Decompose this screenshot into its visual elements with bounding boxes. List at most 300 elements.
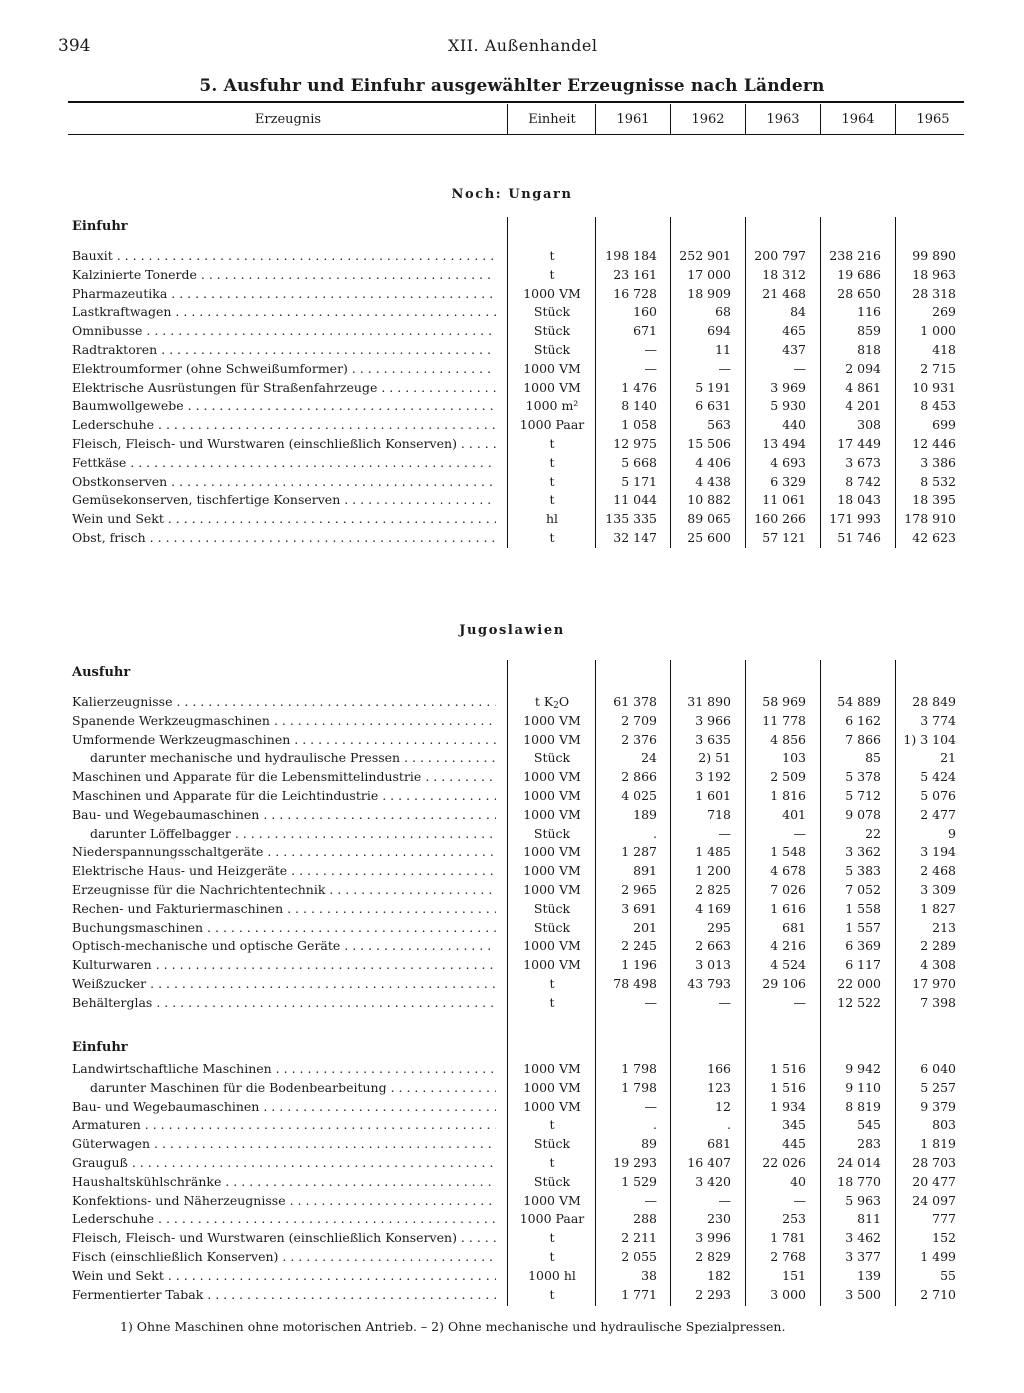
value-cell: 1 827: [920, 900, 956, 916]
value-cell: 445: [782, 1136, 806, 1152]
unit-cell: 1000 VM: [523, 844, 581, 860]
value-cell: 4 438: [695, 473, 731, 489]
unit-cell: t: [549, 1117, 555, 1133]
product-name: Maschinen und Apparate für die Leichtindustrie . . .: [72, 786, 496, 805]
value-cell: 1 058: [621, 417, 657, 433]
value-cell: 8 532: [920, 473, 956, 489]
value-cell: 103: [782, 750, 806, 766]
unit-cell: t: [549, 530, 555, 545]
value-cell: 3 691: [621, 900, 657, 916]
value-cell: 681: [707, 1136, 731, 1152]
product-name: Wein und Sekt . . .: [72, 1266, 496, 1285]
value-cell: 18 963: [912, 266, 956, 282]
chapter-title: XII. Außenhandel: [448, 36, 598, 55]
value-cell: 160 266: [754, 511, 806, 527]
product-name: Wein und Sekt . . .: [72, 509, 496, 528]
value-cell: 4 678: [770, 863, 806, 879]
value-cell: 24 014: [837, 1155, 881, 1170]
value-cell: 269: [932, 304, 956, 320]
value-cell: 437: [782, 342, 806, 357]
value-cell: 29 106: [762, 976, 806, 991]
unit-cell: 1000 VM: [523, 731, 581, 747]
value-cell: 24: [641, 750, 657, 766]
value-cell: 2 293: [695, 1286, 731, 1302]
column-header-year-5: 1965: [916, 112, 950, 127]
value-cell: —: [793, 360, 806, 376]
table-row: [0, 730, 1024, 749]
value-cell: 2 866: [621, 769, 657, 785]
product-name: Lastkraftwagen . . .: [72, 302, 496, 321]
value-cell: 201: [633, 919, 657, 935]
value-cell: 18 909: [687, 285, 731, 301]
value-cell: 8 819: [845, 1098, 881, 1114]
unit-cell: 1000 Paar: [519, 417, 585, 433]
value-cell: 5 076: [920, 788, 956, 803]
column-header-year-1: 1961: [616, 112, 650, 127]
value-cell: 6 117: [845, 957, 881, 973]
product-name: Bauxit . . .: [72, 246, 496, 265]
product-name: Obst, frisch . . .: [72, 528, 496, 547]
value-cell: 19 293: [613, 1155, 657, 1170]
product-name: Fisch (einschließlich Konserven) . . .: [72, 1247, 496, 1266]
value-cell: 465: [782, 323, 806, 339]
value-cell: 22: [865, 825, 881, 841]
value-cell: 694: [707, 323, 731, 339]
unit-cell: 1000 VM: [523, 863, 581, 879]
value-cell: 12 446: [912, 436, 956, 451]
value-cell: 15 506: [687, 436, 731, 451]
section-title-jugoslawien: Jugoslawien: [459, 623, 565, 638]
value-cell: 16 407: [687, 1155, 731, 1170]
value-cell: 8 453: [920, 398, 956, 414]
unit-cell: t: [549, 1249, 555, 1264]
unit-cell: 1000 VM: [523, 1098, 581, 1114]
product-name: Erzeugnisse für die Nachrichtentechnik . . .: [72, 880, 496, 899]
value-cell: 51 746: [837, 530, 881, 545]
table-row: [0, 396, 1024, 415]
value-cell: 10 931: [912, 379, 956, 395]
value-cell: 1 557: [845, 919, 881, 935]
value-cell: 10 882: [687, 492, 731, 508]
value-cell: 31 890: [687, 694, 731, 709]
value-cell: 21 468: [762, 285, 806, 301]
value-cell: 57 121: [762, 530, 806, 545]
value-cell: 2 477: [920, 806, 956, 822]
unit-cell: 1000 VM: [523, 379, 581, 395]
value-cell: 19 686: [837, 266, 881, 282]
value-cell: 32 147: [613, 530, 657, 545]
table-row: [0, 453, 1024, 472]
unit-cell: t: [549, 492, 555, 508]
value-cell: 811: [857, 1211, 881, 1227]
value-cell: 135 335: [605, 511, 657, 527]
header-divider: [895, 104, 896, 135]
value-cell: 13 494: [762, 436, 806, 451]
value-cell: 4 856: [770, 731, 806, 747]
value-cell: 4 169: [695, 900, 731, 916]
unit-cell: Stück: [533, 825, 571, 841]
value-cell: 818: [857, 342, 881, 357]
product-name: Lederschuhe . . .: [72, 415, 496, 434]
value-cell: 4 406: [695, 454, 731, 470]
product-name: Armaturen . . .: [72, 1115, 496, 1134]
table-row: [0, 767, 1024, 786]
value-cell: 859: [857, 323, 881, 339]
value-cell: 1) 3 104: [903, 731, 956, 747]
value-cell: —: [644, 360, 657, 376]
product-name: darunter Löffelbagger . . .: [90, 824, 496, 843]
value-cell: 3 013: [695, 957, 731, 973]
value-cell: —: [644, 1098, 657, 1114]
value-cell: 4 308: [920, 957, 956, 973]
product-name: Buchungsmaschinen . . .: [72, 918, 496, 937]
unit-cell: t: [549, 248, 555, 263]
value-cell: 21: [940, 750, 956, 766]
unit-cell: 1000 m²: [525, 398, 579, 414]
table-row: [0, 918, 1024, 937]
value-cell: 3 377: [845, 1249, 881, 1264]
value-cell: 58 969: [762, 694, 806, 709]
table-row: [0, 1115, 1024, 1134]
table-row: [0, 1134, 1024, 1153]
value-cell: 2 768: [770, 1249, 806, 1264]
table-row: [0, 899, 1024, 918]
value-cell: 681: [782, 919, 806, 935]
unit-cell: t: [549, 1286, 555, 1302]
value-cell: 2 094: [845, 360, 881, 376]
unit-cell: t: [549, 266, 555, 282]
value-cell: 198 184: [605, 248, 657, 263]
unit-cell: 1000 VM: [523, 938, 581, 954]
value-cell: 1 601: [695, 788, 731, 803]
group-label-ungarn-einfuhr: Einfuhr: [72, 219, 128, 234]
value-cell: 11: [715, 342, 731, 357]
value-cell: 5 668: [621, 454, 657, 470]
value-cell: 1 798: [621, 1061, 657, 1076]
value-cell: 78 498: [613, 976, 657, 991]
value-cell: 16 728: [613, 285, 657, 301]
value-cell: 17 449: [837, 436, 881, 451]
value-cell: 253: [782, 1211, 806, 1227]
value-cell: 2 509: [770, 769, 806, 785]
value-cell: 6 329: [770, 473, 806, 489]
value-cell: 1 476: [621, 379, 657, 395]
table-row: [0, 824, 1024, 843]
table-row: [0, 434, 1024, 453]
unit-cell: 1000 VM: [523, 712, 581, 728]
value-cell: 3 966: [695, 712, 731, 728]
column-header-year-3: 1963: [766, 112, 800, 127]
value-cell: 4 861: [845, 379, 881, 395]
unit-cell: t: [549, 454, 555, 470]
unit-cell: 1000 hl: [528, 1267, 576, 1283]
table-row: [0, 1078, 1024, 1097]
table-row: [0, 711, 1024, 730]
value-cell: 5 712: [845, 788, 881, 803]
value-cell: 17 000: [687, 266, 731, 282]
product-name: Omnibusse . . .: [72, 321, 496, 340]
group-label-jugoslawien-ausfuhr: Ausfuhr: [72, 665, 131, 680]
unit-cell: t $K_2O$: [534, 694, 570, 711]
footnote: 1) Ohne Maschinen ohne motorischen Antrieb. – 2) Ohne mechanische und hydraulische Spezialpressen.: [120, 1319, 786, 1334]
unit-cell: t: [549, 436, 555, 451]
value-cell: 9 942: [845, 1061, 881, 1076]
value-cell: —: [793, 994, 806, 1010]
value-cell: 5 930: [770, 398, 806, 414]
value-cell: 7 398: [920, 994, 956, 1010]
value-cell: 18 312: [762, 266, 806, 282]
value-cell: 12 522: [837, 994, 881, 1010]
value-cell: 178 910: [904, 511, 956, 527]
unit-cell: Stück: [533, 304, 571, 320]
product-name: Baumwollgewebe . . .: [72, 396, 496, 415]
value-cell: 401: [782, 806, 806, 822]
product-name: Pharmazeutika . . .: [72, 284, 496, 303]
table-row: [0, 993, 1024, 1012]
table-row: [0, 415, 1024, 434]
value-cell: 5 191: [695, 379, 731, 395]
product-name: Fettkäse . . .: [72, 453, 496, 472]
table-row: [0, 321, 1024, 340]
unit-cell: Stück: [533, 323, 571, 339]
value-cell: —: [793, 825, 806, 841]
value-cell: 24 097: [912, 1192, 956, 1208]
value-cell: —: [644, 1192, 657, 1208]
value-cell: 440: [782, 417, 806, 433]
value-cell: 7 052: [845, 882, 881, 897]
value-cell: 1 516: [770, 1061, 806, 1076]
table-row: [0, 1059, 1024, 1078]
value-cell: 2) 51: [698, 750, 731, 766]
value-cell: .: [653, 1117, 657, 1133]
value-cell: 3 420: [695, 1173, 731, 1189]
table-row: [0, 490, 1024, 509]
value-cell: 42 623: [912, 530, 956, 545]
value-cell: 2 468: [920, 863, 956, 879]
value-cell: 1 287: [621, 844, 657, 860]
value-cell: .: [727, 1117, 731, 1133]
product-name: Kulturwaren . . .: [72, 955, 496, 974]
value-cell: 22 000: [837, 976, 881, 991]
value-cell: —: [718, 360, 731, 376]
value-cell: 1 000: [920, 323, 956, 339]
product-name: Bau- und Wegebaumaschinen . . .: [72, 805, 496, 824]
table-title: 5. Ausfuhr und Einfuhr ausgewählter Erzeugnisse nach Ländern: [199, 76, 825, 96]
product-name: Obstkonserven . . .: [72, 472, 496, 491]
unit-cell: 1000 VM: [523, 788, 581, 803]
table-row: [0, 1209, 1024, 1228]
value-cell: 17 970: [912, 976, 956, 991]
value-cell: 2 663: [695, 938, 731, 954]
table-row: [0, 1097, 1024, 1116]
value-cell: 152: [932, 1230, 956, 1246]
value-cell: 12 975: [613, 436, 657, 451]
value-cell: 1 816: [770, 788, 806, 803]
header-divider: [820, 104, 821, 135]
value-cell: 283: [857, 1136, 881, 1152]
column-header-year-2: 1962: [691, 112, 725, 127]
value-cell: 2 715: [920, 360, 956, 376]
value-cell: 3 192: [695, 769, 731, 785]
value-cell: 803: [932, 1117, 956, 1133]
unit-cell: 1000 VM: [523, 360, 581, 376]
unit-cell: t: [549, 1230, 555, 1246]
value-cell: 230: [707, 1211, 731, 1227]
value-cell: 9: [948, 825, 956, 841]
value-cell: 2 709: [621, 712, 657, 728]
unit-cell: 1000 VM: [523, 769, 581, 785]
value-cell: 3 000: [770, 1286, 806, 1302]
value-cell: 308: [857, 417, 881, 433]
product-name: Elektrische Ausrüstungen für Straßenfahrzeuge . . .: [72, 378, 496, 397]
product-name: darunter mechanische und hydraulische Pressen . . .: [90, 748, 496, 767]
value-cell: 85: [865, 750, 881, 766]
value-cell: 2 710: [920, 1286, 956, 1302]
value-cell: 151: [782, 1267, 806, 1283]
unit-cell: 1000 VM: [523, 806, 581, 822]
unit-cell: 1000 VM: [523, 285, 581, 301]
table-row: [0, 509, 1024, 528]
product-name: Maschinen und Apparate für die Lebensmittelindustrie . . .: [72, 767, 496, 786]
unit-cell: 1000 VM: [523, 1061, 581, 1076]
column-header-year-4: 1964: [841, 112, 875, 127]
value-cell: 116: [857, 304, 881, 320]
value-cell: 2 055: [621, 1249, 657, 1264]
unit-cell: t: [549, 994, 555, 1010]
value-cell: 1 499: [920, 1249, 956, 1264]
value-cell: 18 770: [837, 1173, 881, 1189]
value-cell: 28 318: [912, 285, 956, 301]
value-cell: 3 673: [845, 454, 881, 470]
value-cell: 5 257: [920, 1079, 956, 1095]
value-cell: 2 829: [695, 1249, 731, 1264]
value-cell: 9 110: [845, 1079, 881, 1095]
value-cell: 563: [707, 417, 731, 433]
table-row: [0, 1228, 1024, 1247]
table-row: [0, 378, 1024, 397]
value-cell: 238 216: [829, 248, 881, 263]
unit-cell: hl: [545, 511, 559, 527]
product-name: Spanende Werkzeugmaschinen . . .: [72, 711, 496, 730]
value-cell: 1 558: [845, 900, 881, 916]
value-cell: 252 901: [679, 248, 731, 263]
value-cell: 1 781: [770, 1230, 806, 1246]
table-row: [0, 1285, 1024, 1304]
value-cell: 11 061: [762, 492, 806, 508]
product-name: Güterwagen . . .: [72, 1134, 496, 1153]
value-cell: 295: [707, 919, 731, 935]
header-divider: [595, 104, 596, 135]
table-row: [0, 955, 1024, 974]
value-cell: 1 548: [770, 844, 806, 860]
value-cell: 777: [932, 1211, 956, 1227]
header-divider: [507, 104, 508, 135]
value-cell: 2 376: [621, 731, 657, 747]
unit-cell: t: [549, 473, 555, 489]
header-top-rule: [68, 101, 964, 103]
header-bottom-rule: [68, 134, 964, 135]
product-name: Niederspannungsschaltgeräte . . .: [72, 842, 496, 861]
value-cell: 3 194: [920, 844, 956, 860]
value-cell: 99 890: [912, 248, 956, 263]
value-cell: 2 289: [920, 938, 956, 954]
table-row: [0, 528, 1024, 547]
product-name: Weißzucker . . .: [72, 974, 496, 993]
product-name: darunter Maschinen für die Bodenbearbeitung . . .: [90, 1078, 496, 1097]
value-cell: 3 309: [920, 882, 956, 897]
value-cell: —: [718, 994, 731, 1010]
product-name: Elektroumformer (ohne Schweißumformer) . . .: [72, 359, 496, 378]
value-cell: 28 703: [912, 1155, 956, 1170]
value-cell: 38: [641, 1267, 657, 1283]
table-row: [0, 340, 1024, 359]
value-cell: 3 386: [920, 454, 956, 470]
value-cell: 4 025: [621, 788, 657, 803]
value-cell: 40: [790, 1173, 806, 1189]
value-cell: 189: [633, 806, 657, 822]
value-cell: 545: [857, 1117, 881, 1133]
value-cell: 2 825: [695, 882, 731, 897]
table-row: [0, 861, 1024, 880]
value-cell: .: [653, 825, 657, 841]
product-name: Fleisch, Fleisch- und Wurstwaren (einschließlich Konserven) . . .: [72, 434, 496, 453]
unit-cell: Stück: [533, 919, 571, 935]
table-row: [0, 786, 1024, 805]
unit-cell: Stück: [533, 1136, 571, 1152]
value-cell: 61 378: [613, 694, 657, 709]
unit-cell: 1000 VM: [523, 1079, 581, 1095]
value-cell: —: [793, 1192, 806, 1208]
value-cell: 7 026: [770, 882, 806, 897]
value-cell: 1 485: [695, 844, 731, 860]
value-cell: 68: [715, 304, 731, 320]
table-row: [0, 472, 1024, 491]
value-cell: 171 993: [829, 511, 881, 527]
value-cell: 891: [633, 863, 657, 879]
value-cell: 671: [633, 323, 657, 339]
value-cell: 718: [707, 806, 731, 822]
product-name: Radtraktoren . . .: [72, 340, 496, 359]
product-name: Konfektions- und Näherzeugnisse . . .: [72, 1191, 496, 1210]
table-row: [0, 302, 1024, 321]
value-cell: 6 369: [845, 938, 881, 954]
table-row: [0, 1153, 1024, 1172]
table-row: [0, 284, 1024, 303]
value-cell: 3 462: [845, 1230, 881, 1246]
value-cell: 4 216: [770, 938, 806, 954]
table-row: [0, 1191, 1024, 1210]
value-cell: 2 211: [621, 1230, 657, 1246]
value-cell: 200 797: [754, 248, 806, 263]
value-cell: 166: [707, 1061, 731, 1076]
value-cell: 3 774: [920, 712, 956, 728]
product-name: Umformende Werkzeugmaschinen . . .: [72, 730, 496, 749]
product-name: Behälterglas . . .: [72, 993, 496, 1012]
value-cell: 4 524: [770, 957, 806, 973]
value-cell: 9 379: [920, 1098, 956, 1114]
product-name: Rechen- und Fakturiermaschinen . . .: [72, 899, 496, 918]
value-cell: 288: [633, 1211, 657, 1227]
value-cell: 20 477: [912, 1173, 956, 1189]
value-cell: 182: [707, 1267, 731, 1283]
product-name: Bau- und Wegebaumaschinen . . .: [72, 1097, 496, 1116]
value-cell: 11 044: [613, 492, 657, 508]
table-row: [0, 880, 1024, 899]
value-cell: 213: [932, 919, 956, 935]
value-cell: —: [644, 342, 657, 357]
value-cell: 11 778: [762, 712, 806, 728]
value-cell: 3 500: [845, 1286, 881, 1302]
